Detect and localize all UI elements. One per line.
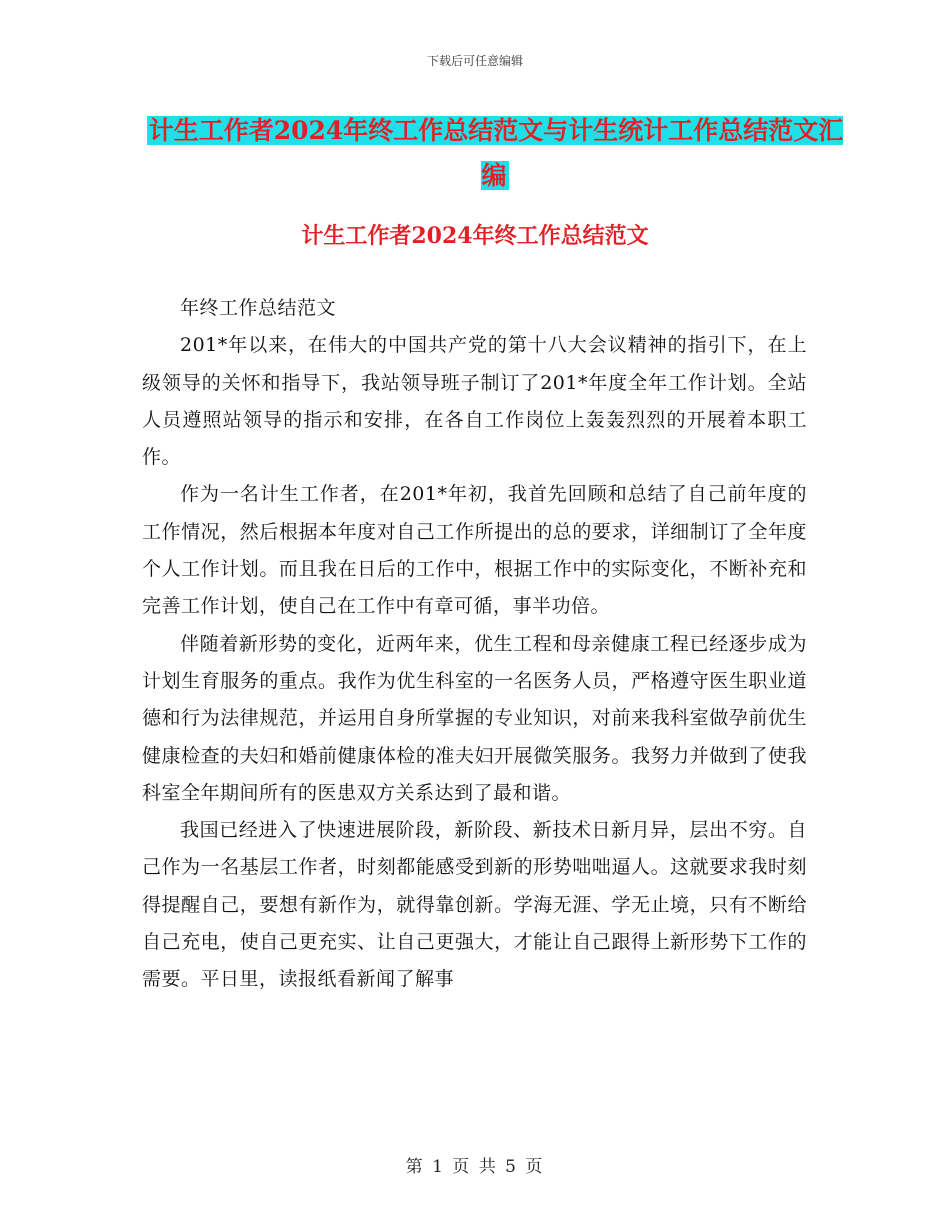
header-note: 下载后可任意编辑	[426, 54, 523, 68]
paragraph-5: 我国已经进入了快速进展阶段，新阶段、新技术日新月异，层出不穷。自己作为一名基层工作者，时刻都能感受到新的形势咄咄逼人。这就要求我时刻得提醒自己，要想有新作为，就得靠创新。学海无涯、学无止境，只有不断给自己充电，使自己更充实、让自己更强大，才能让自己跟得上新形势下工作的需要。平日里，读报纸看新闻了解事	[142, 819, 807, 991]
paragraph-4: 伴随着新形势的变化，近两年来，优生工程和母亲健康工程已经逐步成为计划生育服务的重点。我作为优生科室的一名医务人员，严格遵守医生职业道德和行为法律规范，并运用自身所掌握的专业知识，对前来我科室做孕前优生健康检查的夫妇和婚前健康体检的准夫妇开展微笑服务。我努力并做到了使我科室全年期间所有的医患双方关系达到了最和谐。	[142, 632, 807, 804]
section-title: 计生工作者2024年终工作总结范文	[301, 223, 649, 249]
document-title	[140, 108, 850, 198]
document-title-text: 计生工作者2024年终工作总结范文与计生统计工作总结范文汇编	[148, 116, 844, 190]
paragraph-3: 作为一名计生工作者，在201*年初，我首先回顾和总结了自己前年度的工作情况，然后根据本年度对自己工作所提出的总的要求，详细制订了全年度个人工作计划。而且我在日后的工作中，根据工作中的实际变化，不断补充和完善工作计划，使自己在工作中有章可循，事半功倍。	[142, 483, 807, 618]
paragraph-1: 年终工作总结范文	[180, 297, 337, 319]
body-text	[142, 290, 807, 999]
paragraph-2: 201*年以来，在伟大的中国共产党的第十八大会议精神的指引下，在上级领导的关怀和指导下，我站领导班子制订了201*年度全年工作计划。全站人员遵照站领导的指示和安排，在各自工作岗位上轰轰烈烈的开展着本职工作。	[142, 334, 807, 469]
page-number: 第 1 页 共 5 页	[405, 1157, 545, 1177]
